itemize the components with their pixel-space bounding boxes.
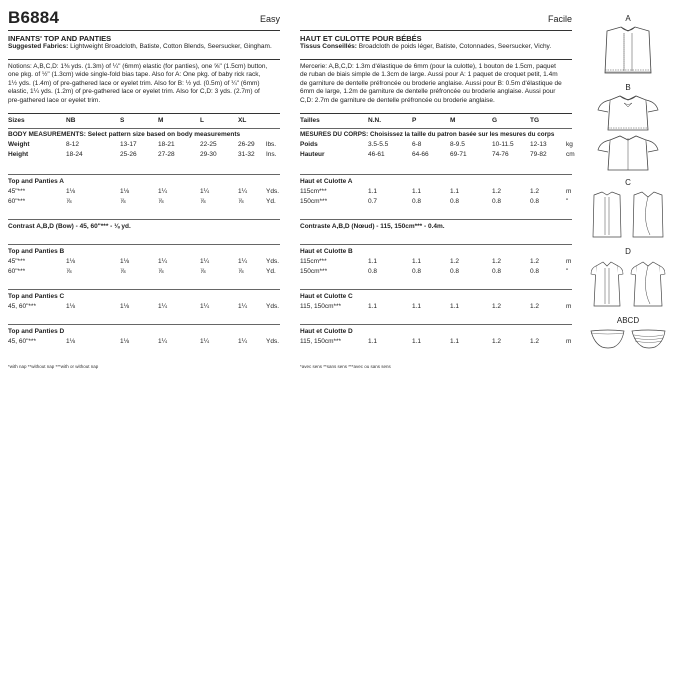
weight-row-fr <box>300 141 572 151</box>
cell: 69-71 <box>450 150 467 158</box>
cell: 1⅛ <box>120 187 130 195</box>
cell: 1¼ <box>158 302 168 310</box>
section-title <box>8 178 280 188</box>
unit: Yds. <box>266 257 280 265</box>
cell: 8-9.5 <box>450 140 465 148</box>
cell: 1.1 <box>368 257 378 265</box>
yardage-row <box>8 198 280 208</box>
unit: m <box>566 187 572 195</box>
unit: Yd. <box>266 267 276 275</box>
view-b-front-illustration <box>592 94 664 134</box>
unit: kg <box>566 140 573 148</box>
cell: 1¼ <box>200 302 210 310</box>
yardage-row <box>300 258 572 268</box>
section-title-text: Top and Panties B <box>8 247 65 255</box>
cell: 0.8 <box>412 267 422 275</box>
difficulty-level: Easy <box>259 14 280 24</box>
cell: 0.8 <box>450 197 460 205</box>
unit: cm <box>566 150 575 158</box>
section-title-text: Haut et Culotte C <box>300 292 353 300</box>
size-header: L <box>200 116 204 124</box>
french-header <box>300 8 572 30</box>
cell: 27-28 <box>158 150 175 158</box>
cell: 6-8 <box>412 140 422 148</box>
section-title <box>300 328 572 338</box>
cell: ⅞ <box>238 267 244 275</box>
cell: 46-61 <box>368 150 385 158</box>
body-measurements-text: BODY MEASUREMENTS: Select pattern size based on body measurements <box>8 130 241 138</box>
cell: 1.1 <box>450 187 460 195</box>
cell: ⅞ <box>200 267 206 275</box>
pattern-code: B6884 <box>8 8 60 27</box>
unit: " <box>566 197 569 205</box>
pattern-title-fr: HAUT ET CULOTTE POUR BÉBÉS <box>300 30 572 43</box>
size-header: XL <box>238 116 247 124</box>
cell: 1¼ <box>200 337 210 345</box>
unit: m <box>566 257 572 265</box>
yardage-sections <box>8 174 280 354</box>
section-title-text: Contraste A,B,D (Nœud) - 115, 150cm*** - 0.4m. <box>300 222 445 230</box>
cell: ⅞ <box>158 197 164 205</box>
cell: 3.5-5.5 <box>368 140 389 148</box>
notions-fr <box>300 63 572 106</box>
size-header: NB <box>66 116 76 124</box>
cell: 1¼ <box>200 257 210 265</box>
cell: 1.2 <box>492 302 502 310</box>
cell: 13-17 <box>120 140 137 148</box>
fabric-width: 115, 150cm*** <box>300 337 342 345</box>
fabrics-label: Suggested Fabrics: <box>8 43 69 50</box>
notions <box>8 63 280 106</box>
cell: ⅞ <box>200 197 206 205</box>
view-d-label: D <box>625 247 631 256</box>
cell: 1.2 <box>492 187 502 195</box>
panties-illustration <box>588 327 668 351</box>
notions-line: Notions: A,B,C,D: 1⅜ yds. (1.3m) of ¼" (6mm) elastic (for panties), one ⅝" (1.5cm) button, <box>8 62 268 70</box>
weight-row <box>8 141 280 151</box>
french-column <box>300 0 575 369</box>
fabric-width: 45, 60"*** <box>8 337 36 345</box>
cell: 1⅛ <box>120 337 130 345</box>
cell: 1.1 <box>412 337 422 345</box>
section-title-text: Haut et Culotte A <box>300 177 353 185</box>
cell: ⅞ <box>238 197 244 205</box>
fabric-width: 150cm*** <box>300 197 328 205</box>
view-c-label: C <box>625 178 631 187</box>
cell: 1⅛ <box>120 302 130 310</box>
unit: Yd. <box>266 197 276 205</box>
section-title-text: Top and Panties A <box>8 177 64 185</box>
fabric-width: 115, 150cm*** <box>300 302 342 310</box>
yardage-sections-fr <box>300 174 572 354</box>
cell: 1.1 <box>368 302 378 310</box>
size-header: Sizes <box>8 116 25 124</box>
cell: 0.7 <box>368 197 378 205</box>
unit: Yds. <box>266 302 280 310</box>
view-c-illustration <box>590 189 666 243</box>
notions-line: pre-gathered lace or eyelet trim. <box>8 96 101 104</box>
english-header <box>8 8 280 30</box>
cell: 0.8 <box>492 267 502 275</box>
footnote: *with nap **without nap ***with or without nap <box>8 363 99 369</box>
cell: 1.2 <box>530 257 540 265</box>
difficulty-level-fr: Facile <box>547 14 572 24</box>
unit: Yds. <box>266 187 280 195</box>
yardage-row <box>8 188 280 198</box>
body-measurements-heading <box>8 131 280 141</box>
cell: 1⅛ <box>66 187 76 195</box>
notions-line: 1½ yds. (1.4m) of pre-gathered lace or eyelet trim. Also for B: ½ yd. (0.5m) of ¼" (6mm) <box>8 79 260 87</box>
cell: 1.1 <box>412 187 422 195</box>
unit: m <box>566 337 572 345</box>
cell: 25-26 <box>120 150 137 158</box>
cell: 0.8 <box>450 267 460 275</box>
yardage-row <box>8 258 280 268</box>
cell: 74-76 <box>492 150 509 158</box>
suggested-fabrics <box>8 43 280 52</box>
section-title <box>8 293 280 303</box>
body-measurements-text-fr: MESURES DU CORPS: Choisissez la taille du patron basée sur les mesures du corps <box>300 130 555 138</box>
cell: 0.8 <box>368 267 378 275</box>
fabrics-text: Lightweight Broadcloth, Batiste, Cotton Blends, Seersucker, Gingham. <box>70 43 272 50</box>
cell: 1.1 <box>412 302 422 310</box>
notions-line: C,D: 2.7m de garniture de dentelle préfroncée ou broderie anglaise. <box>300 96 495 104</box>
section-title <box>300 248 572 258</box>
english-column <box>8 0 280 369</box>
cell: 1.1 <box>368 337 378 345</box>
fabric-width: 150cm*** <box>300 267 328 275</box>
fabric-width: 45"*** <box>8 257 26 265</box>
section-title <box>8 328 280 338</box>
row-label: Hauteur <box>300 150 325 158</box>
cell: ⅞ <box>66 197 72 205</box>
cell: ⅞ <box>120 197 126 205</box>
cell: 10-11.5 <box>492 140 514 148</box>
yardage-row <box>8 268 280 278</box>
cell: 1¼ <box>158 187 168 195</box>
unit: Ins. <box>266 150 277 158</box>
unit: " <box>566 267 569 275</box>
view-b-back-illustration <box>592 134 664 174</box>
cell: 0.8 <box>492 197 502 205</box>
notions-line: de garniture de dentelle préfroncée ou broderie anglaise. Aussi pour B: 0.5m d'élastique de <box>300 79 562 87</box>
cell: 12-13 <box>530 140 547 148</box>
cell: 1.1 <box>412 257 422 265</box>
cell: 0.8 <box>530 197 540 205</box>
cell: 1⅛ <box>66 302 76 310</box>
fabric-width: 115cm*** <box>300 187 327 195</box>
height-row <box>8 151 280 161</box>
fabric-width: 60"*** <box>8 267 26 275</box>
cell: 26-29 <box>238 140 255 148</box>
view-d-illustration <box>590 258 666 312</box>
cell: 1.2 <box>530 337 540 345</box>
fabric-width: 45"*** <box>8 187 26 195</box>
sizes-row-fr <box>300 117 572 127</box>
size-header: M <box>158 116 164 124</box>
yardage-row <box>8 338 280 348</box>
cell: 18-24 <box>66 150 83 158</box>
unit: Yds. <box>266 337 280 345</box>
size-header: M <box>450 116 456 124</box>
cell: 0.8 <box>412 197 422 205</box>
yardage-row <box>300 188 572 198</box>
fabric-width: 115cm*** <box>300 257 327 265</box>
section-title <box>8 223 280 233</box>
view-a-label: A <box>625 14 631 23</box>
cell: 8-12 <box>66 140 80 148</box>
height-row-fr <box>300 150 575 161</box>
cell: 64-66 <box>412 150 429 158</box>
cell: 1¼ <box>158 337 168 345</box>
section-title-text: Haut et Culotte B <box>300 247 353 255</box>
row-label: Height <box>8 150 29 158</box>
yardage-row <box>8 303 280 313</box>
sizes-row <box>8 117 280 127</box>
size-header: S <box>120 116 125 124</box>
section-title <box>300 178 572 188</box>
notions-line: Mercerie: A,B,C,D: 1.3m d'élastique de 6mm (pour la culotte), 1 bouton de 1.5cm, paquet <box>300 62 556 70</box>
view-illustrations <box>582 10 674 351</box>
cell: 1⅛ <box>66 257 76 265</box>
cell: 1.2 <box>530 187 540 195</box>
cell: ⅞ <box>66 267 72 275</box>
section-title-text: Top and Panties D <box>8 327 65 335</box>
section-title-text: Contrast A,B,D (Bow) - 45, 60"*** - ⅛ yd. <box>8 222 131 230</box>
cell: 1⅛ <box>66 337 76 345</box>
cell: 1⅛ <box>120 257 130 265</box>
cell: 1¼ <box>238 257 248 265</box>
notions-line: de ruban de biais simple de 1.3cm de large. Aussi pour A: 1 paquet de croquet petit, 1.4m <box>300 71 558 79</box>
notions-line: one pkg. of ½" (1.3cm) wide single-fold bias tape. Also for A: One pkg. of baby rick rack, <box>8 71 261 79</box>
cell: ⅞ <box>120 267 126 275</box>
fabrics-label-fr: Tissus Conseillés: <box>300 43 357 50</box>
pattern-title: INFANTS' TOP AND PANTIES <box>8 30 280 43</box>
unit: lbs. <box>266 140 277 148</box>
footnote-fr: *avec sens **sans sens ***avec ou sans sens <box>300 363 391 369</box>
row-label: Poids <box>300 140 318 148</box>
suggested-fabrics-fr <box>300 43 572 52</box>
view-abcd-label: ABCD <box>616 316 640 325</box>
size-header: N.N. <box>368 116 381 124</box>
cell: 1¼ <box>238 302 248 310</box>
fabrics-text-fr: Broadcloth de poids léger, Batiste, Cotonnades, Seersucker, Vichy. <box>358 43 552 50</box>
size-header: TG <box>530 116 540 124</box>
fabric-width: 45, 60"*** <box>8 302 36 310</box>
cell: 1¼ <box>158 257 168 265</box>
cell: 31-32 <box>238 150 255 158</box>
cell: 1.2 <box>450 257 460 265</box>
cell: 79-82 <box>530 150 547 158</box>
cell: 22-25 <box>200 140 217 148</box>
notions-line: 6mm de large, 1.2m de garniture de dentelle préfroncée ou broderie anglaise. Aussi pour <box>300 88 556 96</box>
cell: 1.1 <box>450 302 460 310</box>
cell: 1.2 <box>492 257 502 265</box>
size-header: P <box>412 116 417 124</box>
size-header: G <box>492 116 498 124</box>
view-a-top-illustration <box>593 25 663 79</box>
cell: 29-30 <box>200 150 217 158</box>
body-measurements-heading-fr <box>300 131 572 141</box>
cell: 1.2 <box>492 337 502 345</box>
size-header: Tailles <box>300 116 320 124</box>
section-title <box>300 293 572 303</box>
cell: 1¼ <box>200 187 210 195</box>
section-title-text: Top and Panties C <box>8 292 65 300</box>
section-title <box>300 223 572 233</box>
cell: 1.1 <box>450 337 460 345</box>
notions-line: elastic, 1¼ yds. (1.2m) of pre-gathered lace or eyelet trim. Also for C,D: 3 yds. (2.7m) of <box>8 88 260 96</box>
cell: 1¼ <box>238 337 248 345</box>
yardage-row <box>300 338 572 348</box>
cell: 0.8 <box>530 267 540 275</box>
yardage-row <box>300 268 572 278</box>
yardage-row <box>300 303 572 313</box>
view-b-label: B <box>625 83 631 92</box>
yardage-row <box>300 198 572 208</box>
unit: m <box>566 302 572 310</box>
cell: 1.2 <box>530 302 540 310</box>
section-title-text: Haut et Culotte D <box>300 327 353 335</box>
cell: 1¼ <box>238 187 248 195</box>
row-label: Weight <box>8 140 30 148</box>
fabric-width: 60"*** <box>8 197 26 205</box>
cell: 1.1 <box>368 187 378 195</box>
cell: ⅞ <box>158 267 164 275</box>
section-title <box>8 248 280 258</box>
cell: 18-21 <box>158 140 175 148</box>
